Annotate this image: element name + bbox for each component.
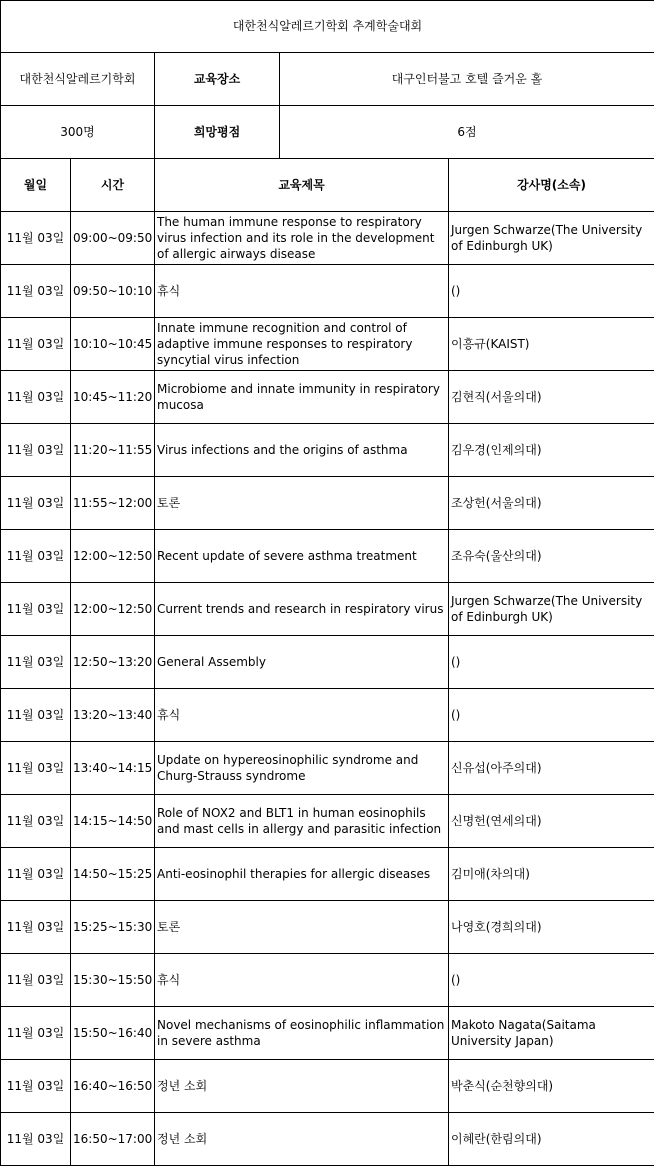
row-topic: 휴식	[155, 689, 449, 742]
row-speaker: 나영호(경희의대)	[449, 901, 654, 954]
row-topic: 휴식	[155, 265, 449, 318]
row-date: 11월 03일	[1, 583, 71, 636]
header-date: 월일	[1, 159, 71, 212]
row-date: 11월 03일	[1, 1060, 71, 1113]
table-row	[1, 1060, 654, 1113]
header-time: 시간	[71, 159, 155, 212]
row-speaker: ()	[449, 636, 654, 689]
table-row	[1, 424, 654, 477]
row-time: 16:50~17:00	[71, 1113, 155, 1166]
row-time: 12:00~12:50	[71, 583, 155, 636]
table-row	[1, 1113, 654, 1166]
info-row-credit	[1, 106, 654, 159]
row-topic: 정년 소회	[155, 1113, 449, 1166]
row-speaker: 이혜란(한림의대)	[449, 1113, 654, 1166]
table-row	[1, 636, 654, 689]
row-topic: Microbiome and innate immunity in respiratory mucosa	[155, 371, 449, 424]
row-speaker: 조상헌(서울의대)	[449, 477, 654, 530]
row-date: 11월 03일	[1, 954, 71, 1007]
row-date: 11월 03일	[1, 265, 71, 318]
row-topic: The human immune response to respiratory virus infection and its role in the development of allergic airways disease	[155, 212, 449, 265]
row-date: 11월 03일	[1, 848, 71, 901]
row-speaker: 이흥규(KAIST)	[449, 318, 654, 371]
table-row	[1, 901, 654, 954]
table-row	[1, 742, 654, 795]
row-time: 10:10~10:45	[71, 318, 155, 371]
row-date: 11월 03일	[1, 689, 71, 742]
row-time: 09:00~09:50	[71, 212, 155, 265]
row-speaker: ()	[449, 689, 654, 742]
table-row	[1, 954, 654, 1007]
row-speaker: Jurgen Schwarze(The University of Edinburgh UK)	[449, 583, 654, 636]
row-speaker: Makoto Nagata(Saitama University Japan)	[449, 1007, 654, 1060]
row-topic: 정년 소회	[155, 1060, 449, 1113]
row-time: 10:45~11:20	[71, 371, 155, 424]
row-date: 11월 03일	[1, 901, 71, 954]
row-time: 13:40~14:15	[71, 742, 155, 795]
row-topic: Novel mechanisms of eosinophilic inflammation in severe asthma	[155, 1007, 449, 1060]
row-date: 11월 03일	[1, 1113, 71, 1166]
row-topic: General Assembly	[155, 636, 449, 689]
row-speaker: 조유숙(울산의대)	[449, 530, 654, 583]
row-time: 16:40~16:50	[71, 1060, 155, 1113]
table-row	[1, 477, 654, 530]
info-row-venue	[1, 53, 654, 106]
row-time: 15:50~16:40	[71, 1007, 155, 1060]
table-row	[1, 212, 654, 265]
row-time: 15:30~15:50	[71, 954, 155, 1007]
row-speaker: 박춘식(순천향의대)	[449, 1060, 654, 1113]
row-date: 11월 03일	[1, 530, 71, 583]
page-title: 대한천식알레르기학회 추계학술대회	[1, 1, 654, 53]
table-row	[1, 583, 654, 636]
row-time: 13:20~13:40	[71, 689, 155, 742]
table-row	[1, 530, 654, 583]
row-speaker: ()	[449, 265, 654, 318]
row-topic: Anti-eosinophil therapies for allergic diseases	[155, 848, 449, 901]
table-header-row	[1, 159, 654, 212]
row-time: 14:50~15:25	[71, 848, 155, 901]
capacity-value: 300명	[1, 106, 155, 159]
row-date: 11월 03일	[1, 795, 71, 848]
row-time: 12:50~13:20	[71, 636, 155, 689]
row-topic: Virus infections and the origins of asthma	[155, 424, 449, 477]
title-row	[1, 1, 654, 53]
row-speaker: 김현직(서울의대)	[449, 371, 654, 424]
header-speaker: 강사명(소속)	[449, 159, 654, 212]
table-row	[1, 318, 654, 371]
row-time: 12:00~12:50	[71, 530, 155, 583]
row-date: 11월 03일	[1, 742, 71, 795]
table-row	[1, 265, 654, 318]
row-topic: 토론	[155, 901, 449, 954]
credit-value: 6점	[280, 106, 654, 159]
table-row	[1, 848, 654, 901]
row-topic: Recent update of severe asthma treatment	[155, 530, 449, 583]
header-topic: 교육제목	[155, 159, 449, 212]
row-time: 14:15~14:50	[71, 795, 155, 848]
row-date: 11월 03일	[1, 477, 71, 530]
venue-value: 대구인터불고 호텔 즐거운 홀	[280, 53, 654, 106]
row-date: 11월 03일	[1, 212, 71, 265]
row-topic: Current trends and research in respiratory virus	[155, 583, 449, 636]
row-time: 11:55~12:00	[71, 477, 155, 530]
table-row	[1, 1007, 654, 1060]
row-time: 09:50~10:10	[71, 265, 155, 318]
table-row	[1, 371, 654, 424]
row-speaker: 김미애(차의대)	[449, 848, 654, 901]
row-speaker: 김우경(인제의대)	[449, 424, 654, 477]
row-date: 11월 03일	[1, 424, 71, 477]
table-row	[1, 795, 654, 848]
row-topic: 토론	[155, 477, 449, 530]
credit-label: 희망평점	[155, 106, 280, 159]
row-topic: Role of NOX2 and BLT1 in human eosinophils and mast cells in allergy and parasitic infection	[155, 795, 449, 848]
row-topic: Innate immune recognition and control of adaptive immune responses to respiratory syncytial virus infection	[155, 318, 449, 371]
row-date: 11월 03일	[1, 371, 71, 424]
table-row	[1, 689, 654, 742]
row-topic: Update on hypereosinophilic syndrome and Churg-Strauss syndrome	[155, 742, 449, 795]
organizer-name: 대한천식알레르기학회	[1, 53, 155, 106]
row-date: 11월 03일	[1, 636, 71, 689]
row-topic: 휴식	[155, 954, 449, 1007]
row-speaker: 신명헌(연세의대)	[449, 795, 654, 848]
row-time: 11:20~11:55	[71, 424, 155, 477]
row-date: 11월 03일	[1, 1007, 71, 1060]
row-speaker: 신유섭(아주의대)	[449, 742, 654, 795]
row-time: 15:25~15:30	[71, 901, 155, 954]
row-speaker: ()	[449, 954, 654, 1007]
row-date: 11월 03일	[1, 318, 71, 371]
row-speaker: Jurgen Schwarze(The University of Edinburgh UK)	[449, 212, 654, 265]
venue-label: 교육장소	[155, 53, 280, 106]
